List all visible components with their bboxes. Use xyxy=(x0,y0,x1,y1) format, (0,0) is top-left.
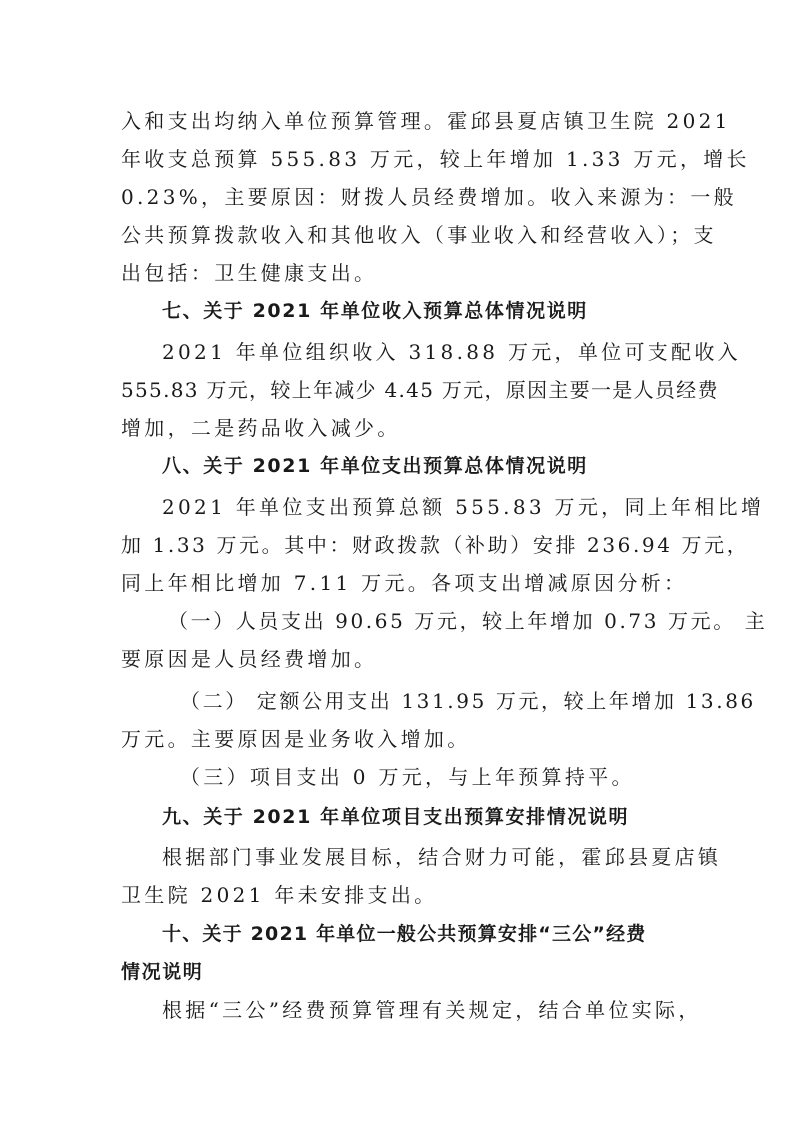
section-heading-9: 九、关于 2021 年单位项目支出预算安排情况说明 xyxy=(162,806,630,828)
text-line: 入和支出均纳入单位预算管理。霍邱县夏店镇卫生院 2021 xyxy=(121,109,731,133)
text-line: 增加，二是药品收入减少。 xyxy=(121,416,401,440)
text-line: 2021 年单位组织收入 318.88 万元，单位可支配收入 xyxy=(162,340,741,364)
text-line: （三）项目支出 0 万元，与上年预算持平。 xyxy=(180,765,635,789)
text-line: 要原因是人员经费增加。 xyxy=(121,647,378,671)
text-line: 同上年相比增加 7.11 万元。各项支出增减原因分析： xyxy=(121,571,688,595)
heading-line: 情况说明 xyxy=(121,961,204,983)
text-line: 出包括：卫生健康支出。 xyxy=(121,261,378,285)
text-line: 根据“三公”经费预算管理有关规定，结合单位实际， xyxy=(162,998,702,1022)
text-line: 卫生院 2021 年未安排支出。 xyxy=(121,883,438,907)
text-line: 2021 年单位支出预算总额 555.83 万元，同上年相比增 xyxy=(162,495,765,519)
text-line: 555.83 万元，较上年减少 4.45 万元，原因主要一是人员经费 xyxy=(121,378,719,402)
text-line: 公共预算拨款收入和其他收入（事业收入和经营收入）；支 xyxy=(121,223,717,247)
text-line: 0.23%，主要原因：财拨人员经费增加。收入来源为：一般 xyxy=(121,185,737,209)
text-line: 年收支总预算 555.83 万元，较上年增加 1.33 万元，增长 xyxy=(121,147,750,171)
text-line: （一）人员支出 90.65 万元，较上年增加 0.73 万元。 主 xyxy=(168,609,768,633)
section-heading-7: 七、关于 2021 年单位收入预算总体情况说明 xyxy=(162,300,588,322)
section-heading-8: 八、关于 2021 年单位支出预算总体情况说明 xyxy=(162,455,588,477)
heading-line: 十、关于 2021 年单位一般公共预算安排“三公”经费 xyxy=(162,923,647,945)
text-line: （二） 定额公用支出 131.95 万元，较上年增加 13.86 xyxy=(180,689,756,713)
text-line: 万元。主要原因是业务收入增加。 xyxy=(121,727,471,751)
text-line: 加 1.33 万元。其中：财政拨款（补助）安排 236.94 万元， xyxy=(121,533,750,557)
text-line: 根据部门事业发展目标，结合财力可能，霍邱县夏店镇 xyxy=(162,845,722,869)
